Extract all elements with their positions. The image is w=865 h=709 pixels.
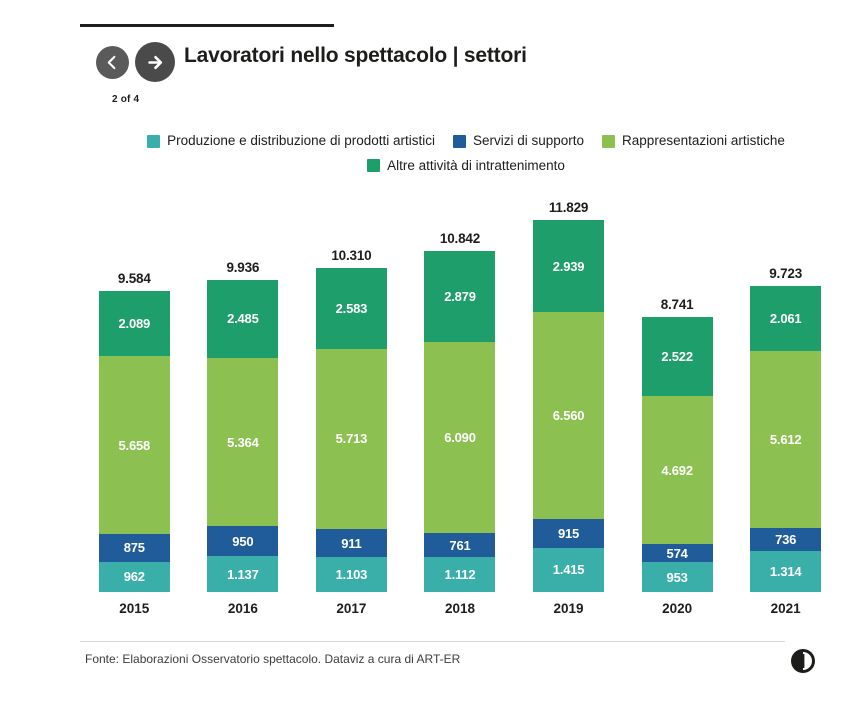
bar-total-label: 10.310: [331, 247, 372, 263]
bar-segment[interactable]: [207, 280, 278, 358]
x-axis-tick: 2021: [770, 600, 801, 616]
x-axis-tick: 2015: [119, 600, 150, 616]
bar-segment[interactable]: [99, 291, 170, 357]
bar-segment-label: 5.713: [335, 431, 368, 447]
legend-item[interactable]: [602, 130, 785, 152]
bar-stack: [316, 268, 387, 592]
bar-column[interactable]: [738, 266, 834, 592]
bar-total-label: 10.842: [439, 231, 481, 247]
bar-column[interactable]: [629, 297, 725, 592]
bar-total-label: 9.723: [769, 266, 803, 282]
bar-segment[interactable]: [424, 251, 495, 342]
bar-group: [80, 180, 840, 592]
bar-segment[interactable]: [533, 519, 604, 548]
bar-segment-label: 2.583: [335, 300, 368, 316]
bar-segment[interactable]: [316, 529, 387, 558]
bar-segment-label: 2.061: [769, 311, 802, 327]
bar-segment[interactable]: [750, 551, 821, 592]
bar-segment[interactable]: [316, 349, 387, 529]
bar-segment-label: 5.364: [227, 434, 259, 450]
arrow-left-icon[interactable]: [96, 46, 129, 79]
slide-navigation: [96, 42, 175, 82]
bar-segment-label: 1.103: [335, 567, 368, 583]
art-er-logo-icon: [790, 648, 816, 674]
arrow-right-icon[interactable]: [135, 42, 175, 82]
legend-item[interactable]: [147, 130, 435, 152]
bar-segment-label: 2.485: [227, 311, 259, 327]
bar-total-label: 9.584: [117, 270, 151, 286]
x-axis-tick: 2019: [553, 600, 584, 616]
bar-segment-label: 2.522: [661, 349, 693, 365]
slide-counter: 2 of 4: [112, 94, 140, 105]
x-axis-tick: 2018: [444, 600, 475, 616]
bar-stack: [207, 280, 278, 592]
bar-segment-label: 911: [341, 535, 362, 551]
bar-segment[interactable]: [207, 526, 278, 556]
bar-segment-label: 962: [123, 569, 145, 585]
header-divider: [80, 24, 334, 27]
bar-total-label: 8.741: [660, 297, 694, 313]
bar-segment[interactable]: [424, 533, 495, 557]
bar-segment-label: 4.692: [661, 462, 693, 478]
legend-swatch: [367, 159, 380, 172]
bar-segment-label: 736: [775, 531, 797, 547]
bar-segment-label: 875: [123, 540, 145, 556]
bar-stack: [424, 251, 495, 592]
legend-label: Produzione e distribuzione di prodotti artistici: [167, 133, 435, 148]
bar-segment-label: 2.879: [444, 288, 476, 304]
bar-column[interactable]: [86, 271, 182, 592]
bar-segment[interactable]: [533, 312, 604, 518]
bar-segment-label: 950: [232, 533, 254, 549]
bar-segment-label: 2.939: [552, 258, 585, 274]
bar-segment[interactable]: [424, 557, 495, 592]
bar-segment[interactable]: [207, 358, 278, 527]
bar-segment-label: 915: [557, 525, 580, 541]
bar-column[interactable]: [195, 260, 291, 592]
bar-segment-label: 1.314: [769, 563, 802, 579]
bar-segment-label: 5.612: [769, 431, 802, 447]
bar-column[interactable]: [521, 200, 617, 592]
bar-segment-label: 6.560: [552, 408, 585, 424]
legend-label: Servizi di supporto: [472, 133, 585, 148]
bar-segment[interactable]: [533, 220, 604, 312]
bar-segment-label: 5.658: [118, 437, 151, 453]
bar-segment-label: 1.137: [227, 566, 259, 582]
x-axis-tick: 2016: [227, 600, 258, 616]
bar-segment[interactable]: [750, 528, 821, 551]
bar-segment[interactable]: [642, 396, 713, 544]
page-title: Lavoratori nello spettacolo | settori: [184, 44, 527, 67]
x-axis-tick: 2020: [662, 600, 693, 616]
bar-stack: [99, 291, 170, 592]
bar-segment-label: 1.415: [552, 562, 585, 578]
legend-item[interactable]: [453, 130, 584, 152]
legend-label: Rappresentazioni artistiche: [622, 133, 785, 148]
legend-swatch: [147, 135, 160, 148]
bar-segment-label: 1.112: [444, 567, 476, 583]
bar-column[interactable]: [412, 231, 508, 592]
bar-column[interactable]: [303, 248, 399, 592]
bar-segment[interactable]: [316, 268, 387, 349]
x-axis: [80, 596, 840, 620]
bar-segment[interactable]: [207, 556, 278, 592]
bar-segment-label: 953: [666, 569, 688, 585]
footer-divider: [80, 641, 785, 642]
source-note: Fonte: Elaborazioni Osservatorio spettacolo. Dataviz a cura di ART-ER: [85, 652, 461, 666]
bar-segment[interactable]: [316, 557, 387, 592]
x-axis-tick: 2017: [336, 600, 367, 616]
bar-segment[interactable]: [533, 548, 604, 592]
chart-legend: [96, 130, 836, 179]
legend-label: Altre attività di intrattenimento: [387, 157, 565, 173]
bar-segment-label: 2.089: [118, 315, 151, 331]
bar-segment[interactable]: [750, 351, 821, 527]
legend-item[interactable]: [367, 155, 565, 177]
bar-segment[interactable]: [750, 286, 821, 351]
bar-segment[interactable]: [642, 317, 713, 396]
bar-segment[interactable]: [424, 342, 495, 534]
bar-segment[interactable]: [642, 544, 713, 562]
legend-swatch: [602, 135, 615, 148]
bar-segment-label: 761: [449, 537, 471, 553]
bar-total-label: 9.936: [226, 259, 260, 275]
bar-segment[interactable]: [99, 534, 170, 562]
bar-total-label: 11.829: [548, 200, 589, 216]
bar-segment-label: 6.090: [444, 429, 476, 445]
chart-plot-area: [80, 180, 840, 620]
bar-stack: [533, 220, 604, 592]
bar-stack: [642, 317, 713, 592]
bar-segment-label: 574: [666, 545, 688, 561]
bar-segment[interactable]: [642, 562, 713, 592]
bar-segment[interactable]: [99, 562, 170, 592]
chart-header: [80, 24, 820, 114]
bar-stack: [750, 286, 821, 592]
legend-swatch: [453, 135, 466, 148]
bar-segment[interactable]: [99, 356, 170, 534]
